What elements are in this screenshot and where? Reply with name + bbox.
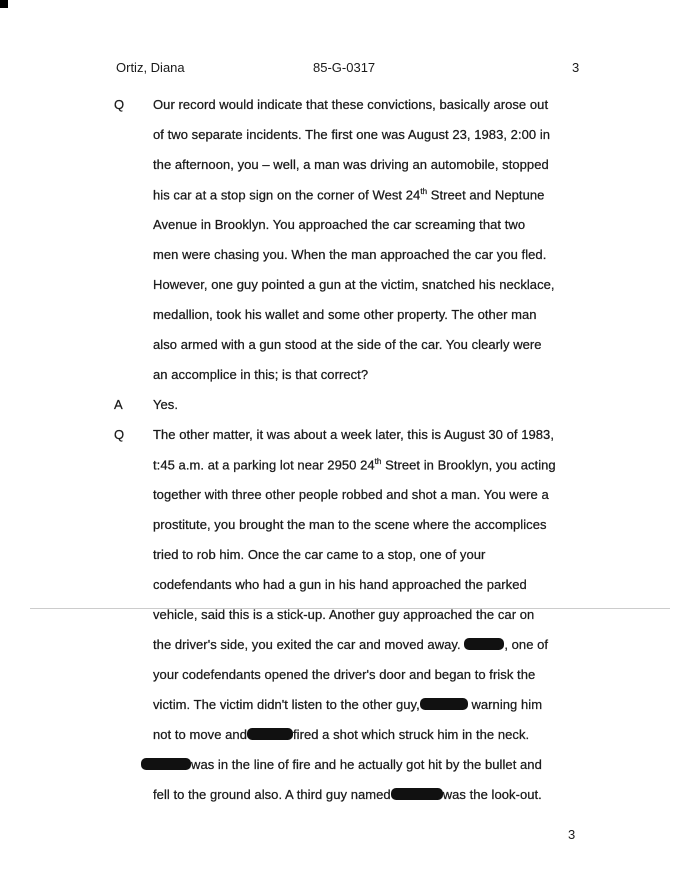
transcript-line xyxy=(153,157,549,172)
transcript-line xyxy=(153,97,548,112)
line-text: victim. The victim didn't listen to the other guy, xyxy=(153,697,420,712)
line-text: Street in Brooklyn, you acting xyxy=(381,457,556,473)
line-text: the driver's side, you exited the car and moved away. xyxy=(153,637,465,652)
transcript-line xyxy=(153,577,527,592)
redaction-mark xyxy=(141,758,191,770)
speaker-label: Q xyxy=(114,97,125,112)
line-text: tried to rob him. Once the car came to a stop, one of your xyxy=(153,547,486,562)
line-text: of two separate incidents. The first one was August 23, 1983, 2:00 in xyxy=(153,127,551,142)
speaker-label: A xyxy=(114,397,123,412)
transcript-line xyxy=(153,637,548,652)
line-text: his car at a stop sign on the corner of West 24 xyxy=(153,187,421,203)
header-name: Ortiz, Diana xyxy=(116,60,185,75)
transcript-line xyxy=(153,727,529,742)
line-text: prostitute, you brought the man to the scene where the accomplices xyxy=(153,517,547,532)
line-text: Our record would indicate that these convictions, basically arose out xyxy=(153,97,549,112)
transcript-line xyxy=(153,757,542,772)
transcript-line xyxy=(153,517,547,532)
redaction-mark xyxy=(391,788,443,800)
line-text: was in the line of fire and he actually got hit by the bullet and xyxy=(191,757,542,772)
transcript-line xyxy=(153,457,556,472)
redaction-mark xyxy=(464,638,504,650)
header-page-number: 3 xyxy=(572,60,580,75)
transcript-line xyxy=(153,697,542,712)
transcript-line xyxy=(153,397,178,412)
redaction-mark xyxy=(420,698,468,710)
line-text: Yes. xyxy=(153,397,179,412)
line-text: codefendants who had a gun in his hand approached the parked xyxy=(153,577,527,592)
line-text: an accomplice in this; is that correct? xyxy=(153,367,369,382)
line-text: the afternoon, you – well, a man was driving an automobile, stopped xyxy=(153,157,549,172)
transcript-line xyxy=(153,667,535,682)
line-text: also armed with a gun stood at the side of the car. You clearly were xyxy=(153,337,542,352)
scan-corner-mark xyxy=(0,0,8,8)
transcript-line xyxy=(153,547,485,562)
transcript-line xyxy=(153,367,368,382)
transcript-line xyxy=(153,217,525,232)
line-text: warning him xyxy=(467,697,543,712)
transcript-line xyxy=(153,277,555,292)
superscript: th xyxy=(374,457,382,466)
line-text: , one of xyxy=(504,637,549,652)
line-text: was the look-out. xyxy=(442,787,542,802)
superscript: th xyxy=(420,187,428,196)
header-case-number: 85-G-0317 xyxy=(313,60,376,75)
footer-page-number: 3 xyxy=(568,827,576,842)
speaker-label: Q xyxy=(114,427,125,442)
transcript-line xyxy=(153,187,544,202)
transcript-line xyxy=(153,607,534,622)
line-text: men were chasing you. When the man approached the car you fled. xyxy=(153,247,547,262)
transcript-line xyxy=(153,337,542,352)
line-text: vehicle, said this is a stick-up. Another guy approached the car on xyxy=(153,607,535,622)
line-text: Street and Neptune xyxy=(427,187,545,203)
line-text: The other matter, it was about a week later, this is August 30 of 1983, xyxy=(153,427,555,442)
line-text: fell to the ground also. A third guy named xyxy=(153,787,391,802)
transcript-line xyxy=(153,307,537,322)
transcript-line xyxy=(153,127,550,142)
transcript-line xyxy=(153,427,554,442)
line-text: medallion, took his wallet and some other property. The other man xyxy=(153,307,537,322)
line-text: Avenue in Brooklyn. You approached the car screaming that two xyxy=(153,217,526,232)
line-text: t:45 a.m. at a parking lot near 2950 24 xyxy=(153,457,375,473)
line-text: your codefendants opened the driver's door and began to frisk the xyxy=(153,667,536,682)
redaction-mark xyxy=(247,728,293,740)
transcript-line xyxy=(153,787,542,802)
line-text: not to move and xyxy=(153,727,247,742)
transcript-line xyxy=(153,487,549,502)
line-text: However, one guy pointed a gun at the victim, snatched his necklace, xyxy=(153,277,555,292)
line-text: together with three other people robbed and shot a man. You were a xyxy=(153,487,549,502)
line-text: fired a shot which struck him in the neck. xyxy=(292,727,530,742)
transcript-line xyxy=(153,247,546,262)
